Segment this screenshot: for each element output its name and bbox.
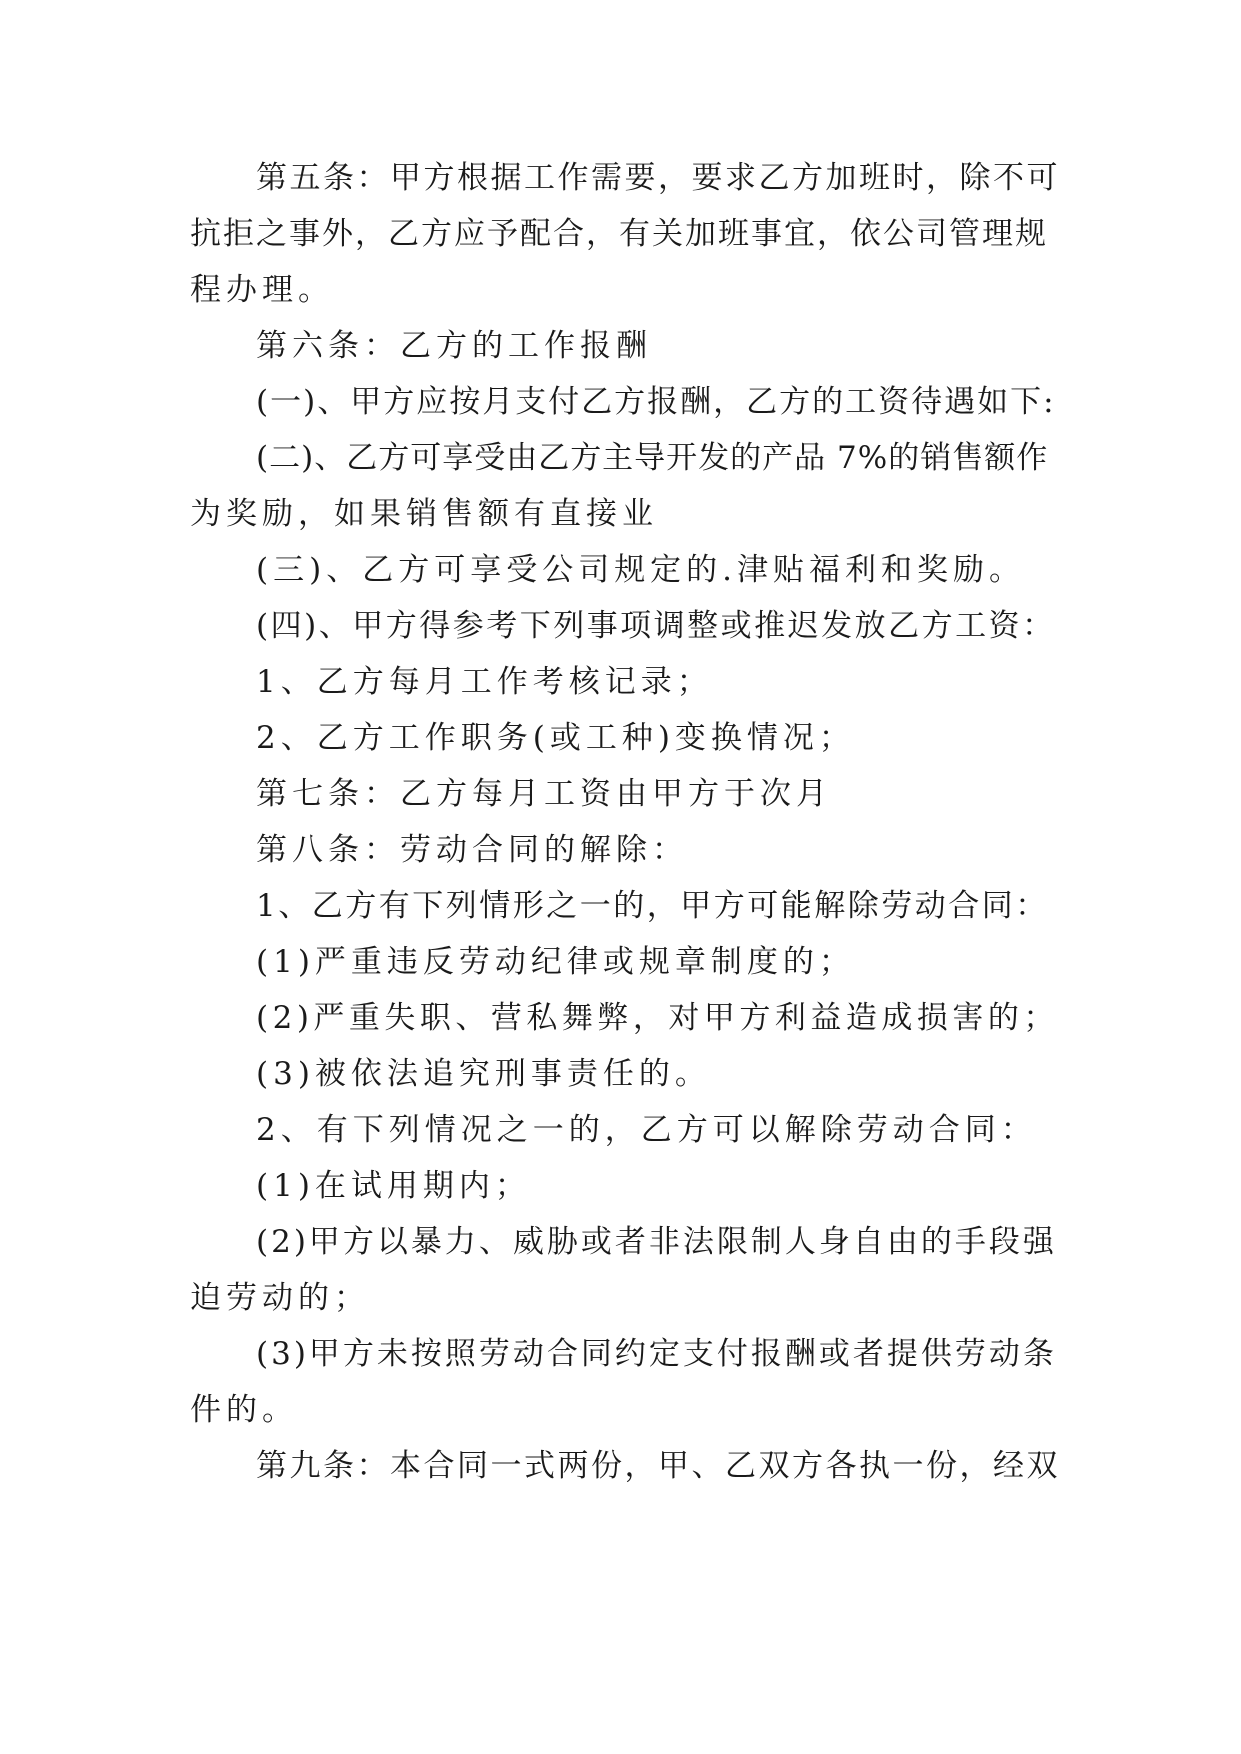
text-line: 第五条：甲方根据工作需要，要求乙方加班时，除不可 [256,160,1060,196]
text-line: 1、乙方有下列情形之一的，甲方可能解除劳动合同： [256,888,1049,924]
text-line: 2、有下列情况之一的，乙方可以解除劳动合同： [256,1112,1037,1148]
text-line: (2)甲方以暴力、威胁或者非法限制人身自由的手段强 [256,1224,1057,1260]
text-line: 抗拒之事外，乙方应予配合，有关加班事宜，依公司管理规 [190,216,1048,252]
text-line: 2、乙方工作职务(或工种)变换情况； [256,720,855,756]
text-line: 第九条：本合同一式两份，甲、乙双方各执一份，经双 [256,1448,1060,1484]
text-line: 第七条：乙方每月工资由甲方于次月 [256,776,832,812]
text-line: 程办理。 [190,272,334,308]
text-line: 第六条：乙方的工作报酬 [256,328,652,364]
text-line: (3)甲方未按照劳动合同约定支付报酬或者提供劳动条 [256,1336,1057,1372]
text-line: (2)严重失职、营私舞弊，对甲方利益造成损害的； [256,1000,1059,1036]
text-line: 件的。 [190,1392,298,1428]
text-line: (三)、乙方可享受公司规定的.津贴福利和奖励。 [256,552,1026,588]
text-line: (四)、甲方得参考下列事项调整或推迟发放乙方工资： [256,608,1056,644]
text-line: 迫劳动的； [190,1280,370,1316]
text-line: 1、乙方每月工作考核记录； [256,664,713,700]
text-line: 为奖励，如果销售额有直接业 [190,496,658,532]
text-line: (1)在试用期内； [256,1168,531,1204]
text-line: (二)、乙方可享受由乙方主导开发的产品 7%的销售额作 [256,440,1049,476]
text-line: 第八条：劳动合同的解除： [256,832,688,868]
text-line: (3)被依法追究刑事责任的。 [256,1056,711,1092]
text-line: (一)、甲方应按月支付乙方报酬，乙方的工资待遇如下: [256,384,1056,420]
text-line: (1)严重违反劳动纪律或规章制度的； [256,944,855,980]
